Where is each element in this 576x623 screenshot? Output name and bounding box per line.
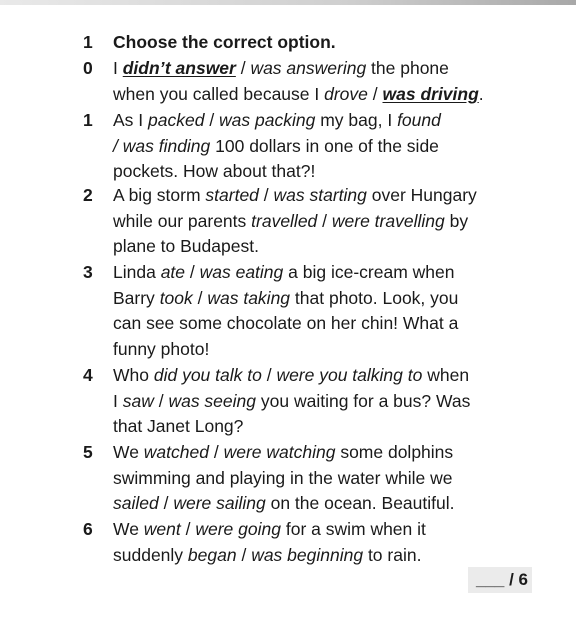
- item-line: [113, 183, 533, 209]
- answer-option: were you talking to: [276, 365, 423, 385]
- text-segment: that Janet Long?: [113, 416, 244, 436]
- text-segment: /: [158, 493, 174, 513]
- answer-option: went: [143, 519, 181, 539]
- text-segment: some dolphins: [335, 442, 454, 462]
- answer-option: started: [205, 185, 259, 205]
- score-blank: ___: [475, 570, 505, 589]
- text-segment: swimming and playing in the water while we: [113, 467, 453, 488]
- text-segment: the phone: [366, 58, 449, 78]
- item-line: [113, 363, 533, 389]
- text-segment: /: [261, 365, 277, 385]
- item-number: 0: [83, 58, 93, 78]
- text-segment: /: [192, 287, 208, 308]
- text-segment: A big storm: [113, 185, 206, 205]
- text-segment: on the ocean. Beautiful.: [265, 493, 455, 513]
- item-number: 3: [83, 262, 93, 282]
- exercise-number: 1: [83, 32, 93, 52]
- text-segment: Linda: [113, 262, 161, 282]
- item-line: [113, 491, 533, 517]
- score-total: / 6: [509, 570, 528, 589]
- text-segment: We: [113, 519, 144, 539]
- text-segment: to rain.: [363, 544, 422, 565]
- text-segment: /: [235, 58, 251, 78]
- item-number: 6: [83, 519, 93, 539]
- answer-option: watched: [143, 442, 209, 462]
- item-text: [113, 517, 533, 568]
- answer-option: packed: [148, 110, 205, 130]
- score-box: [468, 567, 532, 593]
- answer-option: were watching: [223, 442, 336, 462]
- item-text: [113, 363, 533, 440]
- item-text: [113, 260, 533, 362]
- answer-option: travelled: [251, 210, 318, 231]
- item-number: 5: [83, 442, 93, 462]
- selected-option: was driving: [382, 83, 479, 104]
- item-number: 4: [83, 365, 93, 385]
- text-segment: /: [153, 390, 169, 411]
- answer-option: took: [159, 287, 193, 308]
- item-line: [113, 543, 533, 569]
- answer-option: were travelling: [331, 210, 445, 231]
- item-line: [113, 414, 533, 440]
- item-line: [113, 134, 533, 160]
- text-segment: .: [478, 83, 484, 104]
- item-line: [113, 260, 533, 286]
- item-number: 2: [83, 185, 93, 205]
- text-segment: /: [204, 110, 220, 130]
- item-line: [113, 389, 533, 415]
- item-text: [113, 108, 533, 185]
- answer-option: did you talk to: [153, 365, 262, 385]
- top-border-bar: [0, 0, 576, 5]
- answer-option: was seeing: [168, 390, 257, 411]
- answer-option: ate: [160, 262, 186, 282]
- item-text: [113, 440, 533, 517]
- item-line: [113, 234, 533, 260]
- item-line: [113, 440, 533, 466]
- text-segment: when you called because I: [113, 83, 325, 104]
- text-segment: /: [317, 210, 332, 231]
- text-segment: I: [113, 58, 123, 78]
- text-segment: you waiting for a bus? Was: [256, 390, 471, 411]
- item-text: [113, 56, 533, 107]
- text-segment: my bag, I: [315, 110, 398, 130]
- text-segment: I: [113, 390, 123, 411]
- text-segment: /: [185, 262, 200, 282]
- item-line: [113, 517, 533, 543]
- answer-option: drove: [324, 83, 368, 104]
- text-segment: /: [180, 519, 196, 539]
- text-segment: As I: [113, 110, 149, 130]
- text-segment: by: [444, 210, 469, 231]
- item-line: [113, 466, 533, 492]
- text-segment: /: [258, 185, 274, 205]
- answer-option: was taking: [207, 287, 291, 308]
- answer-option: was answering: [250, 58, 367, 78]
- answer-option: found: [397, 110, 441, 130]
- answer-option: was beginning: [251, 544, 364, 565]
- text-segment: that photo. Look, you: [290, 287, 459, 308]
- text-segment: can see some chocolate on her chin! What a: [113, 313, 459, 333]
- answer-option: were sailing: [173, 493, 266, 513]
- item-line: [113, 286, 533, 312]
- answer-option: / was finding: [113, 135, 211, 156]
- text-segment: 100 dollars in one of the side: [210, 135, 439, 156]
- text-segment: over Hungary: [366, 185, 477, 205]
- answer-option: saw: [122, 390, 154, 411]
- answer-option: sailed: [113, 493, 159, 513]
- text-segment: /: [236, 544, 252, 565]
- answer-option: was starting: [273, 185, 367, 205]
- item-number: 1: [83, 110, 93, 130]
- text-segment: Who: [113, 365, 154, 385]
- item-line: [113, 108, 533, 134]
- text-segment: Barry: [113, 287, 160, 308]
- text-segment: when: [422, 365, 470, 385]
- selected-option: didn’t answer: [122, 58, 236, 78]
- text-segment: while our parents: [113, 210, 252, 231]
- text-segment: plane to Budapest.: [113, 236, 259, 256]
- exercise-instruction: Choose the correct option.: [113, 32, 336, 52]
- item-line: [113, 56, 533, 82]
- text-segment: funny photo!: [113, 338, 210, 359]
- answer-option: began: [187, 544, 237, 565]
- text-segment: for a swim when it: [280, 519, 426, 539]
- item-line: [113, 159, 533, 185]
- text-segment: a big ice-cream when: [283, 262, 455, 282]
- text-segment: /: [367, 83, 383, 104]
- item-line: [113, 311, 533, 337]
- item-line: [113, 337, 533, 363]
- text-segment: /: [208, 442, 224, 462]
- text-segment: We: [113, 442, 144, 462]
- item-line: [113, 82, 533, 108]
- text-segment: suddenly: [113, 544, 188, 565]
- text-segment: pockets. How about that?!: [113, 161, 316, 181]
- answer-option: was eating: [199, 262, 284, 282]
- item-text: [113, 183, 533, 260]
- answer-option: were going: [195, 519, 281, 539]
- item-line: [113, 209, 533, 235]
- answer-option: was packing: [219, 110, 316, 130]
